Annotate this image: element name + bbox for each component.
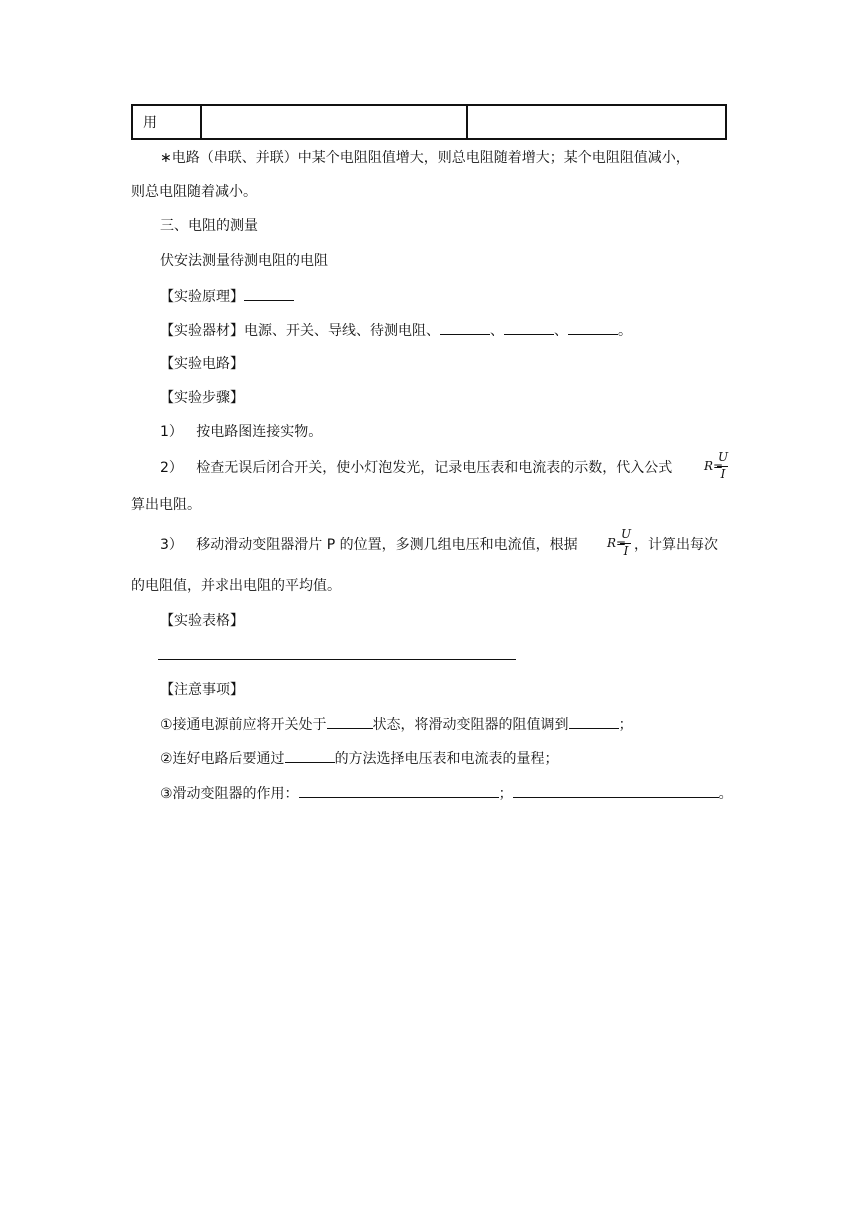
steps-label: 【实验步骤】: [160, 390, 244, 406]
step-text: 移动滑动变阻器滑片 P 的位置，多测几组电压和电流值，根据: [196, 537, 578, 553]
note-line-2: 则总电阻随着减小。: [131, 184, 257, 200]
principle-line: [160, 286, 294, 307]
note-text: 的方法选择电压表和电流表的量程；: [334, 751, 559, 767]
note-text: 。: [718, 786, 733, 802]
table-fragment: [131, 104, 727, 140]
table-cell: [467, 105, 726, 139]
step-2: [160, 458, 672, 478]
separator: 、: [554, 323, 568, 339]
notes-label: 【注意事项】: [160, 682, 244, 698]
separator: 、: [490, 323, 504, 339]
note-text: ②连好电路后要通过: [160, 751, 285, 767]
note-item-3: [160, 783, 733, 804]
period: 。: [618, 323, 632, 339]
note-text: ③滑动变阻器的作用：: [160, 786, 299, 802]
equipment-line: [160, 320, 632, 341]
step-number: 3）: [160, 537, 183, 553]
formula-numerator: U: [717, 450, 729, 464]
step-number: 1）: [160, 424, 183, 440]
step-2-continuation: 算出电阻。: [131, 497, 201, 513]
note-line-1: ∗电路（串联、并联）中某个电阻阻值增大，则总电阻随着增大；某个电阻阻值减小，: [160, 150, 690, 166]
equipment-blank-3: [568, 320, 618, 335]
formula-lhs: R=: [704, 459, 724, 473]
note-item-2: [160, 748, 559, 769]
note-blank-switch-state: [327, 714, 373, 729]
note-text: ；: [498, 786, 513, 802]
note-blank-method: [285, 748, 335, 763]
step-number: 2）: [160, 460, 183, 476]
note-blank-resistance-setting: [569, 714, 619, 729]
step-3-continuation: 的电阻值，并求出电阻的平均值。: [131, 578, 341, 594]
note-blank-function-1: [299, 783, 499, 798]
formula-denominator: I: [720, 467, 726, 481]
step-text: 检查无误后闭合开关，使小灯泡发光，记录电压表和电流表的示数，代入公式: [196, 460, 673, 476]
equipment-label: 【实验器材】: [160, 323, 244, 339]
formula-r-equals-u-over-i: [607, 527, 631, 563]
table-row: [132, 105, 726, 139]
equipment-text: 电源、开关、导线、待测电阻、: [244, 323, 440, 339]
step-1: [160, 422, 322, 442]
circuit-label: 【实验电路】: [160, 356, 244, 372]
step-3-after-formula: ，计算出每次: [634, 537, 718, 553]
section-heading: 三、电阻的测量: [160, 218, 258, 234]
table-cell: 用: [132, 105, 201, 139]
note-text: 状态，将滑动变阻器的阻值调到: [372, 717, 569, 733]
principle-blank: [244, 286, 294, 301]
equipment-blank-1: [440, 320, 490, 335]
table-cell: [201, 105, 467, 139]
formula-numerator: U: [620, 527, 632, 541]
note-text: ；: [618, 717, 633, 733]
table-placeholder-line: [158, 659, 516, 660]
principle-label: 【实验原理】: [160, 289, 244, 305]
step-text: 按电路图连接实物。: [196, 424, 323, 440]
step-3: [160, 535, 578, 555]
note-item-1: [160, 714, 633, 735]
formula-denominator: I: [623, 544, 629, 558]
formula-lhs: R=: [607, 536, 627, 550]
equipment-blank-2: [504, 320, 554, 335]
method-title: 伏安法测量待测电阻的电阻: [160, 253, 328, 269]
note-text: ①接通电源前应将开关处于: [160, 717, 327, 733]
note-blank-function-2: [513, 783, 719, 798]
formula-r-equals-u-over-i: [704, 450, 728, 486]
table-label: 【实验表格】: [160, 613, 244, 629]
